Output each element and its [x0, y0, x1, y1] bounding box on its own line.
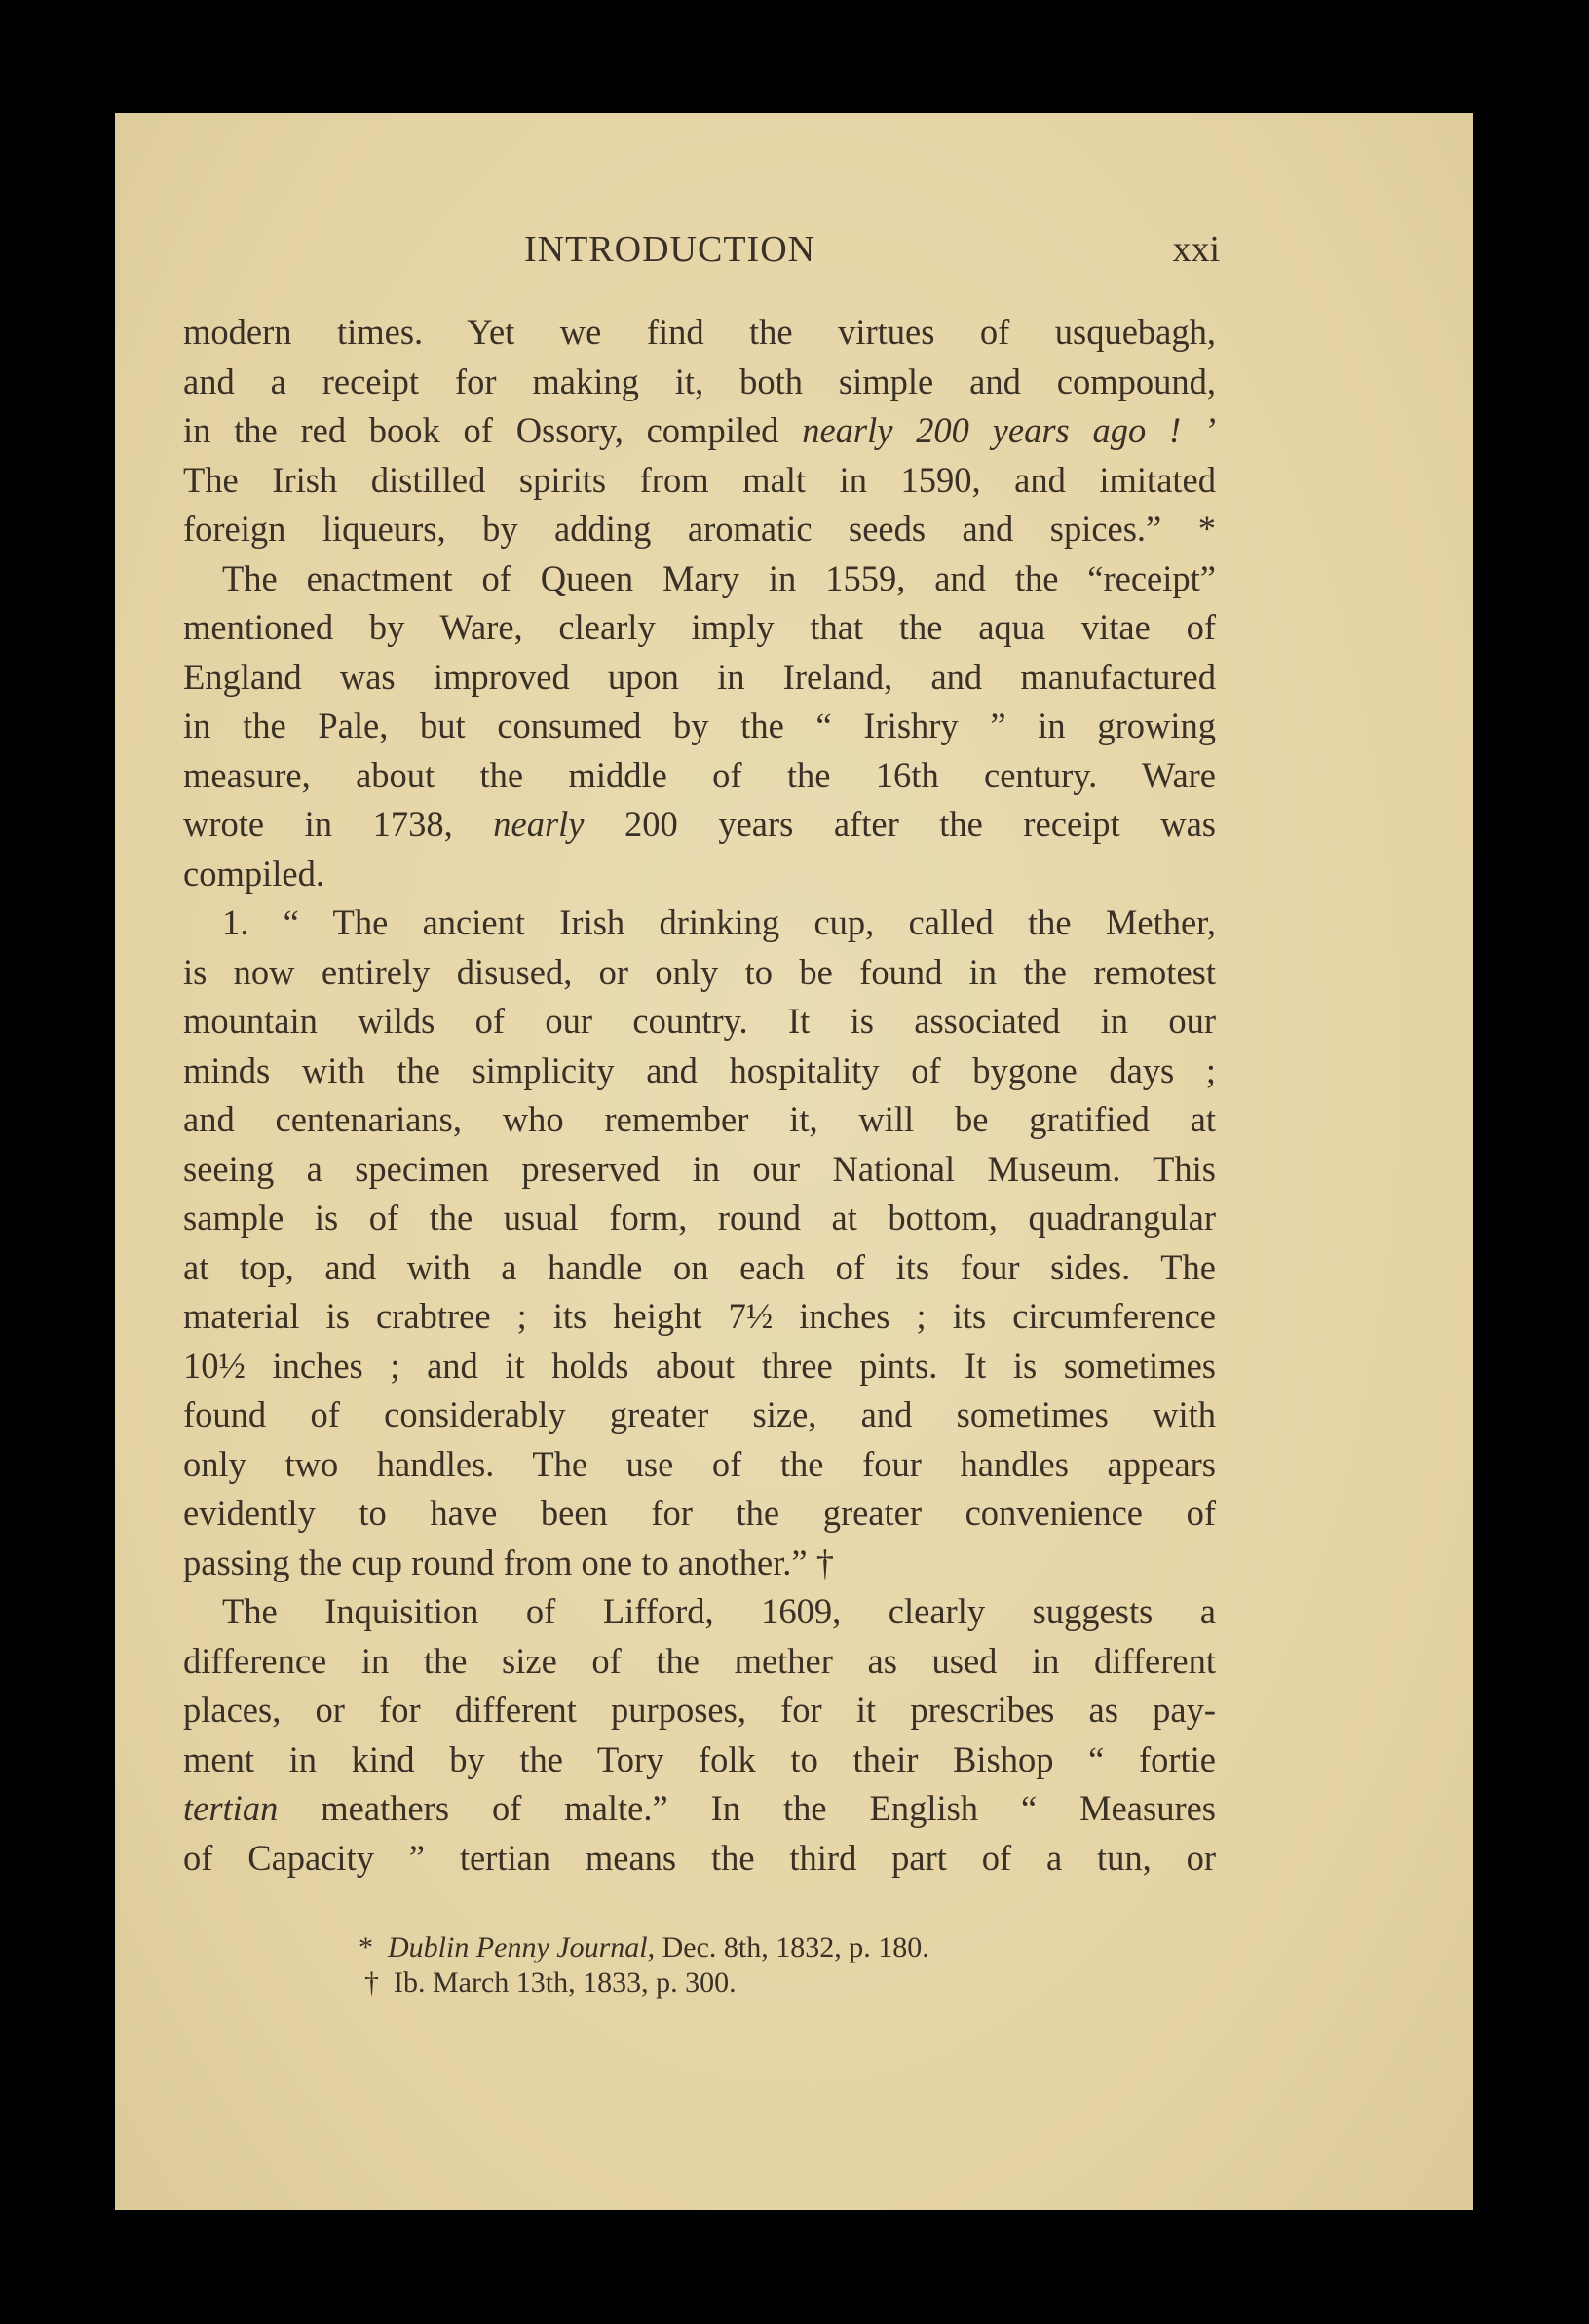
footnote-mark: * — [359, 1931, 373, 1963]
text-line: found of considerably greater size, and sometimes with — [183, 1394, 1216, 1434]
text-line: material is crabtree ; its height 7½ inches ; its circumference — [183, 1296, 1216, 1336]
footnote — [359, 1965, 1235, 2000]
italic-phrase: nearly 200 years ago ! ’ — [802, 410, 1217, 450]
text-line: The enactment of Queen Mary in 1559, and the “receipt” — [222, 557, 1216, 598]
text-line-segment: meathers of malte.” In the English “ Measures — [321, 1788, 1217, 1828]
text-line — [183, 406, 1216, 456]
text-line: and a receipt for making it, both simple and compound, — [183, 361, 1216, 401]
page-number: xxi — [1172, 229, 1220, 270]
text-line: passing the cup round from one to another.” † — [183, 1542, 834, 1582]
footnote-mark: † — [364, 1966, 379, 1999]
text-line: is now entirely disused, or only to be found in the remotest — [183, 951, 1216, 992]
text-line: seeing a specimen preserved in our National Museum. This — [183, 1148, 1216, 1189]
italic-word: tertian — [183, 1788, 279, 1828]
footnote-source: Dublin Penny Journal, — [388, 1931, 656, 1963]
footnotes — [359, 1930, 1235, 2000]
text-line: England was improved upon in Ireland, and manufactured — [183, 656, 1216, 697]
text-line: minds with the simplicity and hospitality of bygone days ; — [183, 1049, 1216, 1090]
text-line: The Inquisition of Lifford, 1609, clearly suggests a — [222, 1591, 1216, 1631]
footnote-text: Ib. March 13th, 1833, p. 300. — [394, 1966, 737, 1999]
text-line: measure, about the middle of the 16th century. Ware — [183, 754, 1216, 795]
book-page — [115, 113, 1473, 2210]
text-line-segment: wrote in 1738, — [183, 804, 453, 844]
text-line-segment: in the red book of Ossory, compiled — [183, 410, 779, 450]
text-line: and centenarians, who remember it, will be gratified at — [183, 1099, 1216, 1139]
text-line — [183, 1784, 1216, 1834]
body-text — [183, 308, 1216, 1883]
text-line: 1. “ The ancient Irish drinking cup, called the Mether, — [222, 902, 1216, 942]
text-line: mountain wilds of our country. It is associated in our — [183, 1001, 1216, 1041]
text-line: sample is of the usual form, round at bottom, quadrangular — [183, 1198, 1216, 1238]
text-line — [183, 800, 1216, 850]
text-line: ment in kind by the Tory folk to their Bishop “ fortie — [183, 1738, 1216, 1779]
text-line: evidently to have been for the greater convenience of — [183, 1493, 1216, 1533]
text-line: compiled. — [183, 853, 324, 894]
text-line: of Capacity ” tertian means the third part of a tun, or — [183, 1837, 1216, 1878]
footnote-text: Dec. 8th, 1832, p. 180. — [662, 1931, 929, 1963]
footnote — [359, 1930, 1235, 1965]
text-line: The Irish distilled spirits from malt in 1590, and imitated — [183, 459, 1216, 500]
page-header — [115, 228, 1473, 286]
text-line-segment: 200 years after the receipt was — [624, 804, 1217, 844]
text-line: difference in the size of the mether as used in different — [183, 1640, 1216, 1681]
text-line: places, or for different purposes, for it prescribes as pay- — [183, 1690, 1216, 1730]
text-line: 10½ inches ; and it holds about three pints. It is sometimes — [183, 1345, 1216, 1386]
running-head: INTRODUCTION — [524, 229, 816, 270]
italic-word: nearly — [493, 804, 585, 844]
text-line: modern times. Yet we find the virtues of usquebagh, — [183, 312, 1216, 352]
text-line: foreign liqueurs, by adding aromatic seeds and spices.” * — [183, 509, 1216, 549]
text-line: mentioned by Ware, clearly imply that the aqua vitae of — [183, 607, 1216, 647]
text-line: in the Pale, but consumed by the “ Irishry ” in growing — [183, 705, 1216, 745]
text-line: at top, and with a handle on each of its four sides. The — [183, 1246, 1216, 1287]
text-line: only two handles. The use of the four handles appears — [183, 1443, 1216, 1484]
